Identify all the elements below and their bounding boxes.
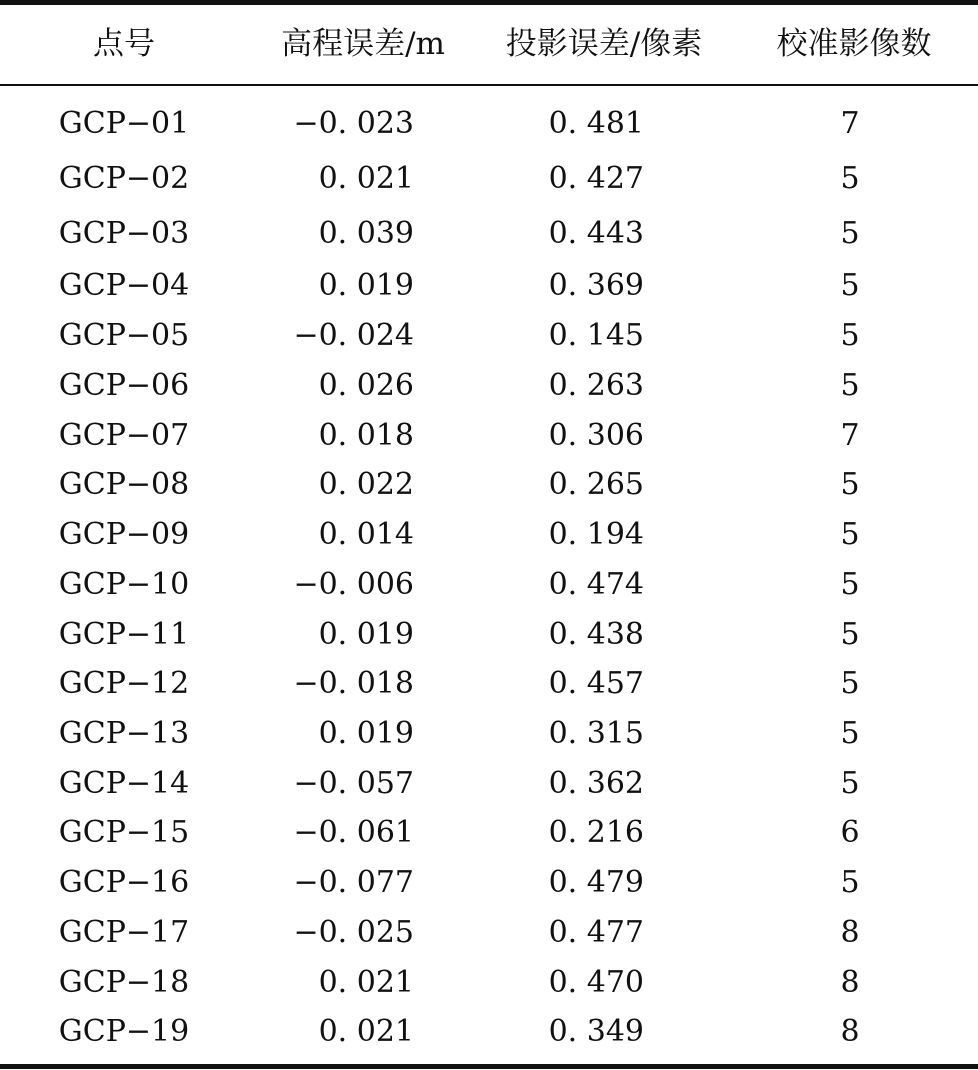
table-row <box>0 155 978 203</box>
cell-projection-error: 0. 369 <box>548 268 644 303</box>
cell-point-id: GCP−02 <box>58 161 190 196</box>
cell-calibrated-images: 6 <box>840 815 860 850</box>
cell-elevation-error: 0. 026 <box>318 368 414 403</box>
cell-elevation-error: 0. 021 <box>318 161 414 196</box>
table-row <box>0 611 978 659</box>
header-projection-error: 投影误差/像素 <box>505 26 703 62</box>
cell-projection-error: 0. 349 <box>548 1014 644 1049</box>
cell-projection-error: 0. 457 <box>548 666 644 701</box>
cell-elevation-error: −0. 025 <box>293 915 414 950</box>
cell-calibrated-images: 8 <box>840 915 860 950</box>
table-header <box>0 4 978 84</box>
cell-point-id: GCP−11 <box>58 617 190 652</box>
table-row <box>0 809 978 857</box>
cell-point-id: GCP−17 <box>58 915 190 950</box>
cell-calibrated-images: 5 <box>840 216 860 251</box>
cell-point-id: GCP−06 <box>58 368 190 403</box>
cell-calibrated-images: 5 <box>840 268 860 303</box>
cell-elevation-error: 0. 014 <box>318 517 414 552</box>
cell-projection-error: 0. 427 <box>548 161 644 196</box>
table-row <box>0 959 978 1007</box>
cell-point-id: GCP−13 <box>58 716 190 751</box>
cell-calibrated-images: 5 <box>840 716 860 751</box>
cell-point-id: GCP−08 <box>58 467 190 502</box>
table-row <box>0 210 978 258</box>
table-row <box>0 660 978 708</box>
cell-elevation-error: 0. 039 <box>318 216 414 251</box>
table-row <box>0 561 978 609</box>
cell-point-id: GCP−07 <box>58 418 190 453</box>
cell-projection-error: 0. 194 <box>548 517 644 552</box>
cell-point-id: GCP−12 <box>58 666 190 701</box>
cell-calibrated-images: 7 <box>840 418 860 453</box>
cell-point-id: GCP−19 <box>58 1014 190 1049</box>
cell-calibrated-images: 5 <box>840 318 860 353</box>
cell-projection-error: 0. 216 <box>548 815 644 850</box>
table-row <box>0 859 978 907</box>
table-row <box>0 100 978 148</box>
cell-calibrated-images: 5 <box>840 617 860 652</box>
cell-elevation-error: −0. 061 <box>293 815 414 850</box>
cell-calibrated-images: 8 <box>840 1014 860 1049</box>
table-row <box>0 262 978 310</box>
cell-calibrated-images: 5 <box>840 567 860 602</box>
bottom-rule <box>0 1064 978 1069</box>
cell-projection-error: 0. 443 <box>548 216 644 251</box>
cell-projection-error: 0. 265 <box>548 467 644 502</box>
header-elevation-error: 高程误差/m <box>281 26 445 62</box>
cell-projection-error: 0. 479 <box>548 865 644 900</box>
cell-projection-error: 0. 474 <box>548 567 644 602</box>
table-row <box>0 710 978 758</box>
header-point-id: 点号 <box>93 26 155 62</box>
table-row <box>0 511 978 559</box>
cell-elevation-error: 0. 019 <box>318 268 414 303</box>
cell-point-id: GCP−03 <box>58 216 190 251</box>
cell-point-id: GCP−14 <box>58 766 190 801</box>
cell-elevation-error: 0. 021 <box>318 965 414 1000</box>
cell-projection-error: 0. 306 <box>548 418 644 453</box>
cell-elevation-error: 0. 019 <box>318 617 414 652</box>
cell-projection-error: 0. 481 <box>548 106 644 141</box>
table-row <box>0 909 978 957</box>
cell-point-id: GCP−15 <box>58 815 190 850</box>
table-row <box>0 461 978 509</box>
cell-projection-error: 0. 145 <box>548 318 644 353</box>
cell-calibrated-images: 5 <box>840 161 860 196</box>
cell-elevation-error: 0. 021 <box>318 1014 414 1049</box>
cell-calibrated-images: 7 <box>840 106 860 141</box>
cell-elevation-error: 0. 022 <box>318 467 414 502</box>
cell-elevation-error: −0. 077 <box>293 865 414 900</box>
header-rule <box>0 84 978 86</box>
cell-projection-error: 0. 315 <box>548 716 644 751</box>
cell-point-id: GCP−04 <box>58 268 190 303</box>
cell-calibrated-images: 5 <box>840 666 860 701</box>
cell-calibrated-images: 8 <box>840 965 860 1000</box>
cell-point-id: GCP−05 <box>58 318 190 353</box>
cell-projection-error: 0. 438 <box>548 617 644 652</box>
cell-point-id: GCP−10 <box>58 567 190 602</box>
header-calibrated-images: 校准影像数 <box>776 26 932 62</box>
cell-elevation-error: 0. 019 <box>318 716 414 751</box>
cell-elevation-error: −0. 057 <box>293 766 414 801</box>
cell-point-id: GCP−01 <box>58 106 190 141</box>
cell-point-id: GCP−16 <box>58 865 190 900</box>
cell-elevation-error: −0. 024 <box>293 318 414 353</box>
cell-projection-error: 0. 477 <box>548 915 644 950</box>
cell-calibrated-images: 5 <box>840 865 860 900</box>
cell-calibrated-images: 5 <box>840 766 860 801</box>
cell-elevation-error: −0. 023 <box>293 106 414 141</box>
table-body <box>0 100 978 1056</box>
table-row <box>0 760 978 808</box>
table-row <box>0 1008 978 1056</box>
cell-projection-error: 0. 263 <box>548 368 644 403</box>
cell-calibrated-images: 5 <box>840 517 860 552</box>
table-row <box>0 362 978 410</box>
cell-point-id: GCP−09 <box>58 517 190 552</box>
cell-point-id: GCP−18 <box>58 965 190 1000</box>
table-row <box>0 412 978 460</box>
cell-elevation-error: −0. 018 <box>293 666 414 701</box>
cell-calibrated-images: 5 <box>840 467 860 502</box>
table-row <box>0 312 978 360</box>
cell-projection-error: 0. 470 <box>548 965 644 1000</box>
cell-elevation-error: −0. 006 <box>293 567 414 602</box>
cell-calibrated-images: 5 <box>840 368 860 403</box>
cell-elevation-error: 0. 018 <box>318 418 414 453</box>
cell-projection-error: 0. 362 <box>548 766 644 801</box>
